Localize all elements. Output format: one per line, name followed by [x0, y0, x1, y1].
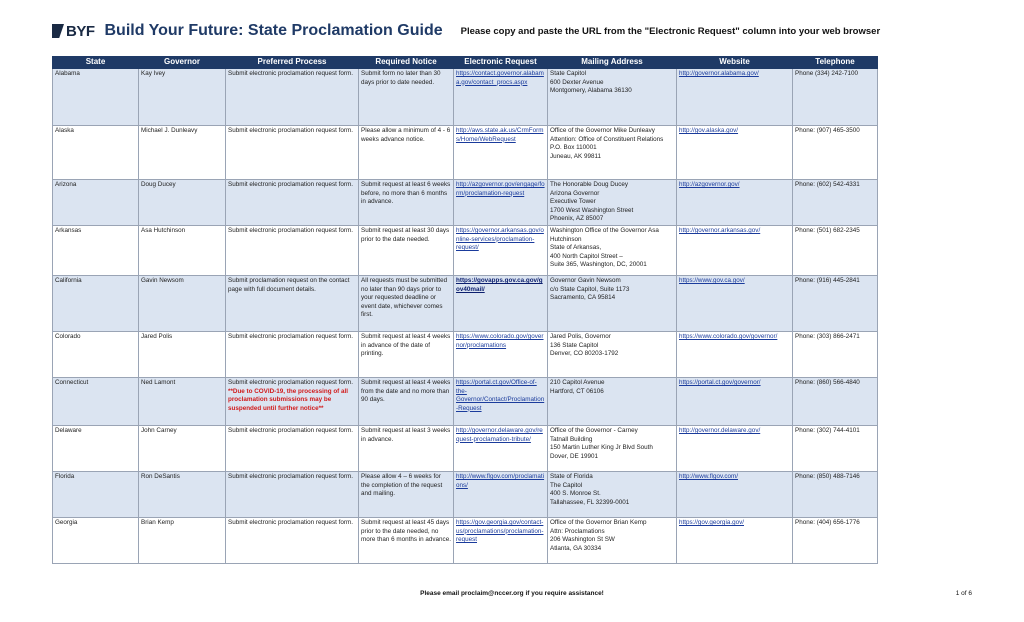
- address-line: Governor Gavin Newsom: [550, 277, 621, 284]
- column-header: Governor: [139, 57, 226, 69]
- address-line: Jared Polis, Governor: [550, 333, 611, 340]
- address-cell: [548, 180, 677, 226]
- process-text: Submit electronic proclamation request form.: [228, 181, 353, 188]
- address-line: Washington Office of the Governor Asa Hutchinson: [550, 227, 659, 243]
- column-header: Preferred Process: [226, 57, 359, 69]
- state-cell: Alaska: [53, 126, 139, 180]
- address-line: Dover, DE 19901: [550, 452, 598, 460]
- address-cell: [548, 426, 677, 472]
- address-cell: [548, 518, 677, 564]
- address-line: Executive Tower: [550, 198, 596, 205]
- electronic-request-link[interactable]: https://gov.georgia.gov/contact-us/proclamations/proclamation-request: [456, 519, 544, 543]
- address-line: The Honorable Doug Ducey: [550, 181, 629, 188]
- notice-cell: Submit request at least 30 days prior to the date needed.: [359, 226, 454, 276]
- address-cell: [548, 332, 677, 378]
- website-link[interactable]: https://gov.georgia.gov/: [679, 519, 744, 526]
- process-cell: [226, 226, 359, 276]
- process-cell: [226, 180, 359, 226]
- request-cell: [454, 332, 548, 378]
- table-row: [53, 518, 878, 564]
- address-line: c/o State Capitol, Suite 1173: [550, 285, 630, 293]
- notice-cell: All requests must be submitted no later than 90 days prior to your requested deadline or event date, whichever comes first.: [359, 276, 454, 332]
- state-cell: Arizona: [53, 180, 139, 226]
- governor-cell: Doug Ducey: [139, 180, 226, 226]
- notice-cell: Submit form no later than 30 days prior to date needed.: [359, 69, 454, 126]
- address-cell: [548, 472, 677, 518]
- address-line: Attn: Proclamations: [550, 527, 605, 535]
- page-header: [52, 22, 880, 40]
- notice-cell: Please allow 4 – 6 weeks for the completion of the request and mailing.: [359, 472, 454, 518]
- electronic-request-link[interactable]: https://portal.ct.gov/Office-of-the-Governor/Contact/Proclamation-Request: [456, 379, 545, 412]
- notice-cell: Submit request at least 45 days prior to the date needed, no more than 6 months in advance.: [359, 518, 454, 564]
- website-cell: [677, 180, 793, 226]
- table-row: [53, 126, 878, 180]
- electronic-request-link[interactable]: https://www.colorado.gov/governor/proclamations: [456, 333, 544, 349]
- process-text: Submit electronic proclamation request form.: [228, 333, 353, 340]
- website-link[interactable]: http://governor.delaware.gov/: [679, 427, 761, 434]
- covid-notice: **Due to COVID-19, the processing of all proclamation submissions may be suspended until further notice**: [228, 387, 349, 412]
- address-line: 1700 West Washington Street: [550, 206, 634, 214]
- phone-cell: Phone: (916) 445-2841: [793, 276, 878, 332]
- table-row: [53, 69, 878, 126]
- electronic-request-link[interactable]: https://govapps.gov.ca.gov/gov40mail/: [456, 277, 543, 293]
- address-line: 400 North Capitol Street –: [550, 252, 623, 260]
- state-cell: Georgia: [53, 518, 139, 564]
- address-cell: [548, 226, 677, 276]
- address-line: Arizona Governor: [550, 189, 600, 197]
- address-line: Hartford, CT 06106: [550, 387, 604, 395]
- governor-cell: Brian Kemp: [139, 518, 226, 564]
- website-link[interactable]: http://governor.arkansas.gov/: [679, 227, 761, 234]
- address-line: Montgomery, Alabama 36130: [550, 87, 632, 94]
- address-line: State Capitol: [550, 70, 587, 77]
- address-line: Attention: Office of Constituent Relations: [550, 135, 664, 143]
- governor-cell: Ron DeSantis: [139, 472, 226, 518]
- phone-cell: Phone: (860) 566-4840: [793, 378, 878, 426]
- address-line: 150 Martin Luther King Jr Blvd South: [550, 444, 653, 451]
- byf-logo: [52, 23, 95, 40]
- logo-text: BYF: [66, 22, 95, 40]
- governor-cell: Gavin Newsom: [139, 276, 226, 332]
- address-line: 600 Dexter Avenue: [550, 78, 604, 86]
- process-text: Submit electronic proclamation request form.: [228, 127, 353, 134]
- governor-cell: John Carney: [139, 426, 226, 472]
- column-header: Mailing Address: [548, 57, 677, 69]
- column-header: Website: [677, 57, 793, 69]
- table-row: [53, 180, 878, 226]
- state-cell: Connecticut: [53, 378, 139, 426]
- notice-cell: Please allow a minimum of 4 - 6 weeks advance notice.: [359, 126, 454, 180]
- process-cell: [226, 426, 359, 472]
- process-cell: [226, 69, 359, 126]
- website-link[interactable]: https://portal.ct.gov/governor/: [679, 379, 761, 386]
- website-link[interactable]: http://www.flgov.com/: [679, 473, 739, 480]
- request-cell: [454, 180, 548, 226]
- request-cell: [454, 126, 548, 180]
- process-text: Submit electronic proclamation request form.: [228, 70, 353, 77]
- governor-cell: Ned Lamont: [139, 378, 226, 426]
- address-cell: [548, 69, 677, 126]
- process-cell: [226, 378, 359, 426]
- request-cell: [454, 226, 548, 276]
- request-cell: [454, 426, 548, 472]
- electronic-request-link[interactable]: http://azgovernor.gov/engage/form/proclamation-request: [456, 181, 545, 197]
- address-line: Sacramento, CA 95814: [550, 294, 616, 301]
- process-text: Submit proclamation request on the contact page with full document details.: [228, 277, 350, 293]
- state-cell: California: [53, 276, 139, 332]
- request-cell: [454, 472, 548, 518]
- address-line: 210 Capitol Avenue: [550, 379, 605, 386]
- column-header: State: [53, 57, 139, 69]
- website-link[interactable]: http://governor.alabama.gov/: [679, 70, 759, 77]
- notice-cell: Submit request at least 6 weeks before, no more than 6 months in advance.: [359, 180, 454, 226]
- phone-cell: Phone: (302) 744-4101: [793, 426, 878, 472]
- state-cell: Arkansas: [53, 226, 139, 276]
- request-cell: [454, 69, 548, 126]
- phone-cell: Phone: (303) 866-2471: [793, 332, 878, 378]
- address-line: Tallahassee, FL 32399-0001: [550, 498, 630, 506]
- electronic-request-link[interactable]: http://www.flgov.com/proclamations/: [456, 473, 545, 489]
- state-cell: Florida: [53, 472, 139, 518]
- address-line: Juneau, AK 99811: [550, 152, 602, 160]
- process-cell: [226, 472, 359, 518]
- notice-cell: Submit request at least 3 weeks in advance.: [359, 426, 454, 472]
- table-row: [53, 472, 878, 518]
- website-link[interactable]: https://www.colorado.gov/governor/: [679, 333, 778, 340]
- table-row: [53, 276, 878, 332]
- electronic-request-link[interactable]: http://governor.delaware.gov/request-proclamation-tribute/: [456, 427, 543, 443]
- phone-cell: Phone: (501) 682-2345: [793, 226, 878, 276]
- address-line: 400 S. Monroe St.: [550, 490, 601, 497]
- state-cell: Colorado: [53, 332, 139, 378]
- address-line: P.O. Box 110001: [550, 144, 597, 151]
- process-text: Submit electronic proclamation request form.: [228, 427, 353, 434]
- address-line: Office of the Governor Mike Dunleavy: [550, 127, 655, 134]
- governor-cell: Michael J. Dunleavy: [139, 126, 226, 180]
- phone-cell: Phone (334) 242-7100: [793, 69, 878, 126]
- electronic-request-link[interactable]: http://aws.state.ak.us/CrmForms/Home/WebRequest: [456, 127, 544, 143]
- website-cell: [677, 126, 793, 180]
- governor-cell: Jared Polis: [139, 332, 226, 378]
- governor-cell: Kay Ivey: [139, 69, 226, 126]
- website-link[interactable]: https://www.gov.ca.gov/: [679, 277, 745, 284]
- state-cell: Delaware: [53, 426, 139, 472]
- electronic-request-link[interactable]: https://contact.governor.alabama.gov/contact_procs.aspx: [456, 70, 544, 86]
- phone-cell: Phone: (602) 542-4331: [793, 180, 878, 226]
- website-cell: [677, 378, 793, 426]
- process-cell: [226, 276, 359, 332]
- table-row: [53, 378, 878, 426]
- table-row: [53, 226, 878, 276]
- help-footer: Please email proclaim@nccer.org if you require assistance!: [420, 590, 604, 597]
- address-line: State of Florida: [550, 473, 593, 480]
- notice-cell: Submit request at least 4 weeks in advance of the date of printing.: [359, 332, 454, 378]
- website-link[interactable]: http://azgovernor.gov/: [679, 181, 740, 188]
- column-header: Required Notice: [359, 57, 454, 69]
- page-number: 1 of 6: [955, 590, 972, 597]
- phone-cell: Phone: (850) 488-7146: [793, 472, 878, 518]
- table-header-row: [53, 57, 878, 69]
- website-cell: [677, 69, 793, 126]
- address-line: 136 State Capitol: [550, 341, 599, 349]
- website-cell: [677, 426, 793, 472]
- address-cell: [548, 378, 677, 426]
- address-line: Suite 365, Washington, DC, 20001: [550, 261, 647, 268]
- address-line: Office of the Governor - Carney: [550, 427, 638, 434]
- governor-cell: Asa Hutchinson: [139, 226, 226, 276]
- logo-mark-icon: [52, 24, 64, 38]
- process-text: Submit electronic proclamation request form.: [228, 473, 353, 480]
- instruction-note: Please copy and paste the URL from the "Electronic Request" column into your web browser: [460, 25, 881, 37]
- request-cell: [454, 518, 548, 564]
- request-cell: [454, 378, 548, 426]
- process-text: Submit electronic proclamation request form.: [228, 379, 353, 386]
- address-cell: [548, 276, 677, 332]
- process-text: Submit electronic proclamation request form.: [228, 519, 353, 526]
- website-link[interactable]: http://gov.alaska.gov/: [679, 127, 739, 134]
- request-cell: [454, 276, 548, 332]
- proclamation-table: [52, 56, 878, 564]
- website-cell: [677, 472, 793, 518]
- column-header: Telephone: [793, 57, 878, 69]
- phone-cell: Phone: (907) 465-3500: [793, 126, 878, 180]
- address-line: The Capitol: [550, 481, 583, 489]
- address-cell: [548, 126, 677, 180]
- website-cell: [677, 332, 793, 378]
- address-line: Phoenix, AZ 85007: [550, 215, 604, 222]
- address-line: Office of the Governor Brian Kemp: [550, 519, 647, 526]
- website-cell: [677, 518, 793, 564]
- address-line: State of Arkansas,: [550, 244, 602, 251]
- table-row: [53, 332, 878, 378]
- process-cell: [226, 126, 359, 180]
- process-cell: [226, 332, 359, 378]
- address-line: Atlanta, GA 30334: [550, 544, 602, 552]
- website-cell: [677, 226, 793, 276]
- table-row: [53, 426, 878, 472]
- phone-cell: Phone: (404) 656-1776: [793, 518, 878, 564]
- notice-cell: Submit request at least 4 weeks from the date and no more than 90 days.: [359, 378, 454, 426]
- page-title: Build Your Future: State Proclamation Guide: [104, 22, 443, 39]
- process-cell: [226, 518, 359, 564]
- electronic-request-link[interactable]: https://governor.arkansas.gov/online-services/proclamation-request/: [456, 227, 544, 251]
- address-line: Denver, CO 80203-1792: [550, 350, 619, 357]
- state-cell: Alabama: [53, 69, 139, 126]
- column-header: Electronic Request: [454, 57, 548, 69]
- process-text: Submit electronic proclamation request form.: [228, 227, 353, 234]
- website-cell: [677, 276, 793, 332]
- address-line: 206 Washington St SW: [550, 536, 615, 543]
- address-line: Tatnall Building: [550, 435, 593, 443]
